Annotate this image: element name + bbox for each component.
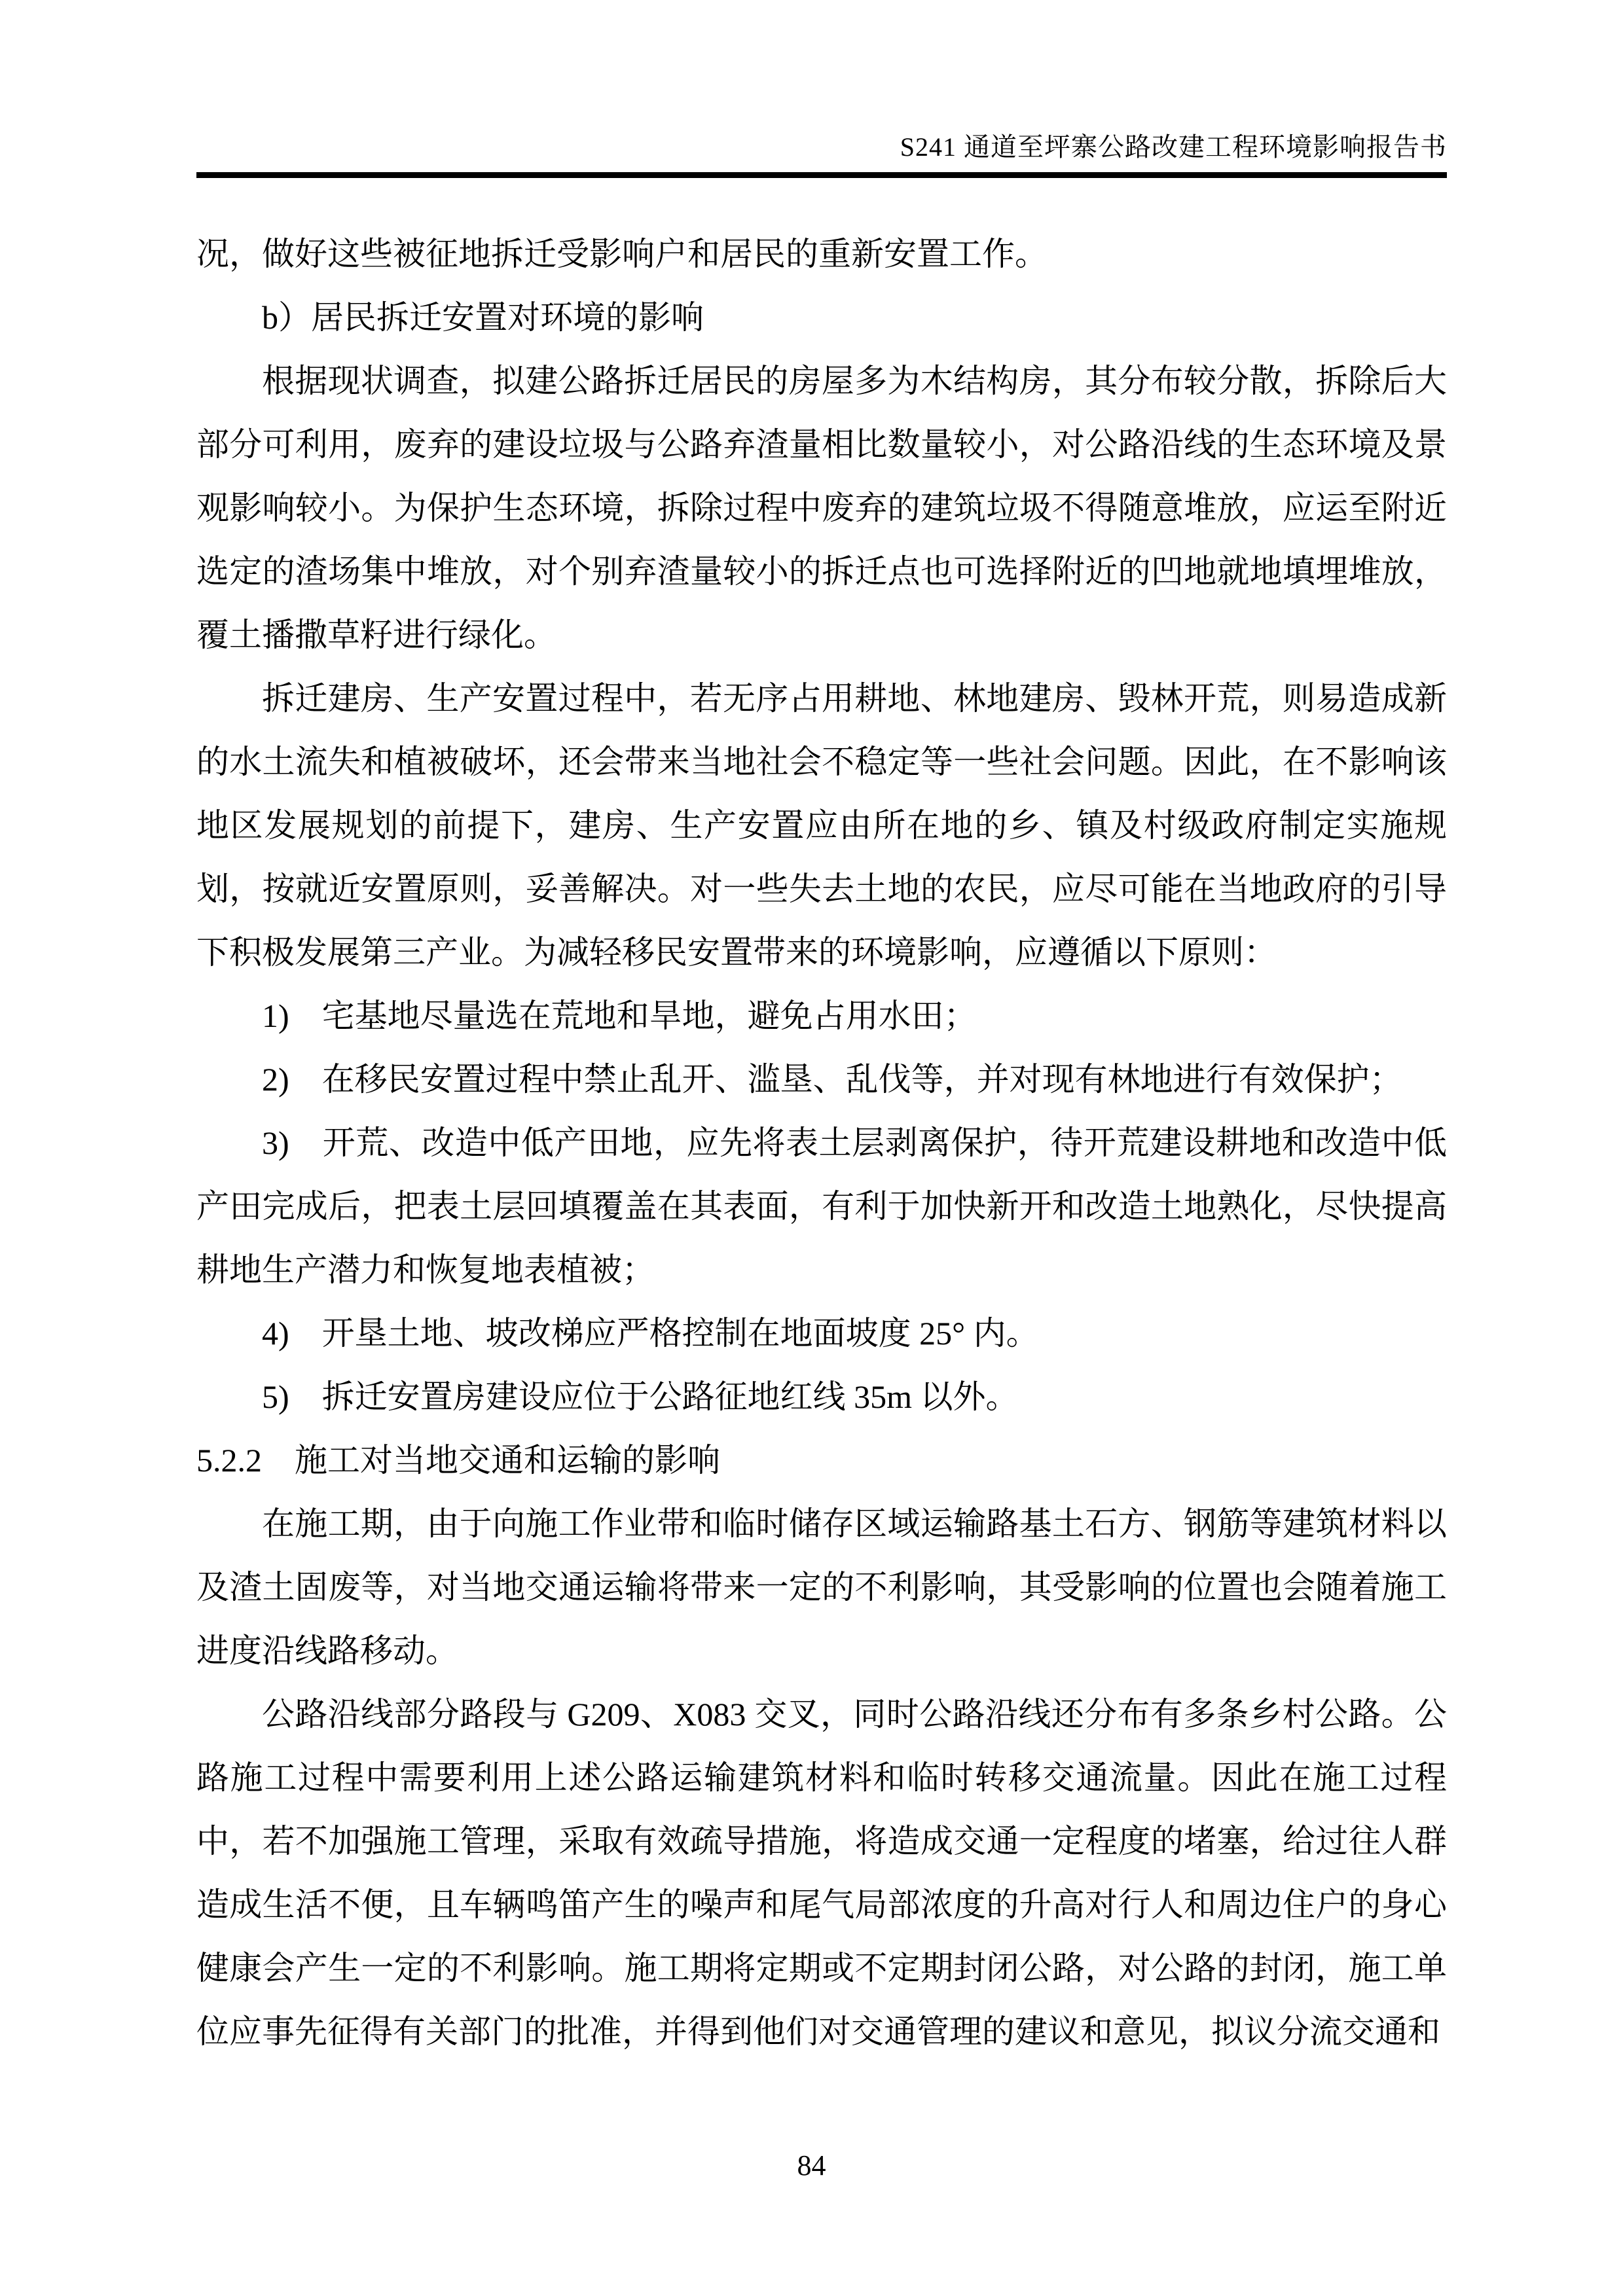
header-title: S241 通道至坪寨公路改建工程环境影响报告书 bbox=[900, 132, 1447, 162]
page-footer bbox=[0, 2149, 1623, 2183]
list-item-3: 3) 开荒、改造中低产田地，应先将表土层剥离保护，待开荒建设耕地和改造中低产田完成后，把表土层回填覆盖在其表面，有利于加快新开和改造土地熟化，尽快提高耕地生产潜力和恢复地表植被； bbox=[196, 1124, 1447, 1288]
list-item-2: 2) 在移民安置过程中禁止乱开、滥垦、乱伐等，并对现有林地进行有效保护； bbox=[262, 1061, 1402, 1098]
page-number: 84 bbox=[797, 2149, 826, 2181]
paragraph-construction-transport: 在施工期，由于向施工作业带和临时储存区域运输路基土石方、钢筋等建筑材料以及渣土固废等，对当地交通运输将带来一定的不利影响，其受影响的位置也会随着施工进度沿线路移动。 bbox=[196, 1505, 1447, 1669]
header-rule bbox=[196, 172, 1447, 178]
section-heading-5-2-2: 5.2.2 施工对当地交通和运输的影响 bbox=[196, 1442, 720, 1479]
list-item-1: 1) 宅基地尽量选在荒地和旱地，避免占用水田； bbox=[262, 997, 977, 1034]
document-body bbox=[196, 223, 1447, 2064]
paragraph-continuation: 况，做好这些被征地拆迁受影响户和居民的重新安置工作。 bbox=[196, 236, 1048, 272]
list-item-5: 5) 拆迁安置房建设应位于公路征地红线 35m 以外。 bbox=[262, 1378, 1019, 1415]
list-item-4: 4) 开垦土地、坡改梯应严格控制在地面坡度 25° 内。 bbox=[262, 1315, 1039, 1352]
page-header bbox=[196, 131, 1447, 178]
paragraph-demolition-survey: 根据现状调查，拟建公路拆迁居民的房屋多为木结构房，其分布较分散，拆除后大部分可利用，废弃的建设垃圾与公路弃渣量相比数量较小，对公路沿线的生态环境及景观影响较小。为保护生态环境，拆除过程中废弃的建筑垃圾不得随意堆放，应运至附近选定的渣场集中堆放，对个别弃渣量较小的拆迁点也可选择附近的凹地就地填埋堆放，覆土播撒草籽进行绿化。 bbox=[196, 363, 1447, 653]
paragraph-road-crossings: 公路沿线部分路段与 G209、X083 交叉，同时公路沿线还分布有多条乡村公路。公路施工过程中需要利用上述公路运输建筑材料和临时转移交通流量。因此在施工过程中，若不加强施工管理，采取有效疏导措施，将造成交通一定程度的堵塞，给过往人群造成生活不便，且车辆鸣笛产生的噪声和尾气局部浓度的升高对行人和周边住户的身心健康会产生一定的不利影响。施工期将定期或不定期封闭公路，对公路的封闭，施工单位应事先征得有关部门的批准，并得到他们对交通管理的建议和意见，拟议分流交通和 bbox=[196, 1696, 1447, 2050]
paragraph-resettlement-planning: 拆迁建房、生产安置过程中，若无序占用耕地、林地建房、毁林开荒，则易造成新的水土流失和植被破坏，还会带来当地社会不稳定等一些社会问题。因此，在不影响该地区发展规划的前提下，建房、生产安置应由所在地的乡、镇及村级政府制定实施规划，按就近安置原则，妥善解决。对一些失去土地的农民，应尽可能在当地政府的引导下积极发展第三产业。为减轻移民安置带来的环境影响，应遵循以下原则： bbox=[196, 680, 1447, 971]
subheading-b-resident-relocation: b）居民拆迁安置对环境的影响 bbox=[262, 299, 704, 336]
